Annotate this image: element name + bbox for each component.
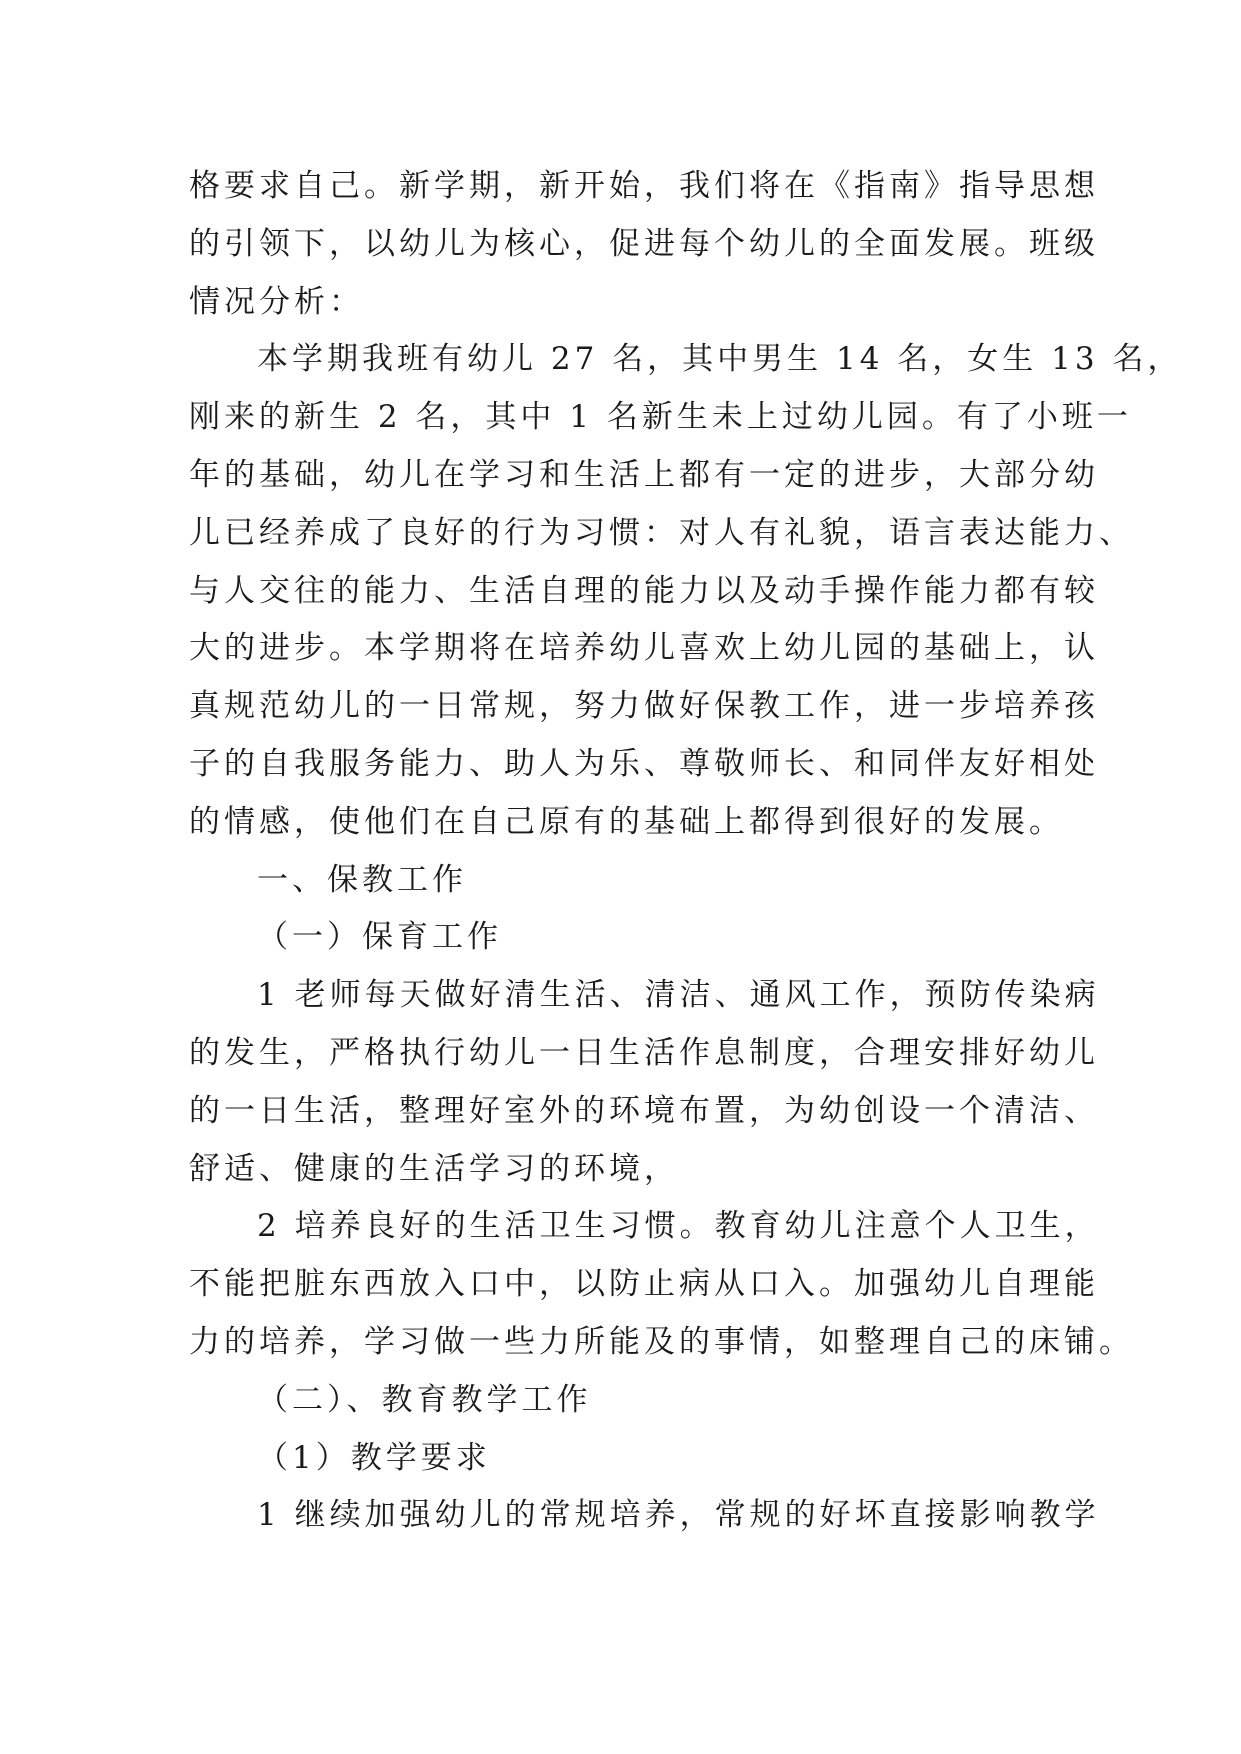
text-line: 刚来的新生 2 名，其中 1 名新生未上过幼儿园。有了小班一: [189, 399, 1132, 436]
text-line: 子的自我服务能力、助人为乐、尊敬师长、和同伴友好相处: [189, 745, 1099, 782]
text-line: 与人交往的能力、生活自理的能力以及动手操作能力都有较: [189, 572, 1099, 609]
paragraph-first-line: 1 老师每天做好清生活、清洁、通风工作，预防传染病: [257, 977, 1100, 1014]
text-line: 情况分析：: [189, 283, 364, 320]
paragraph-first-line: 2 培养良好的生活卫生习惯。教育幼儿注意个人卫生，: [257, 1208, 1100, 1245]
paragraph-first-line: 1 继续加强幼儿的常规培养，常规的好坏直接影响教学: [257, 1497, 1100, 1534]
subsection-heading: （二）、教育教学工作: [257, 1381, 592, 1418]
subsection-heading: （1）教学要求: [257, 1439, 491, 1476]
text-line: 的情感，使他们在自己原有的基础上都得到很好的发展。: [189, 803, 1064, 840]
document-body: [189, 158, 1183, 1545]
text-line: 儿已经养成了良好的行为习惯：对人有礼貌，语言表达能力、: [189, 514, 1134, 551]
subsection-heading: （一）保育工作: [257, 919, 502, 956]
text-line: 大的进步。本学期将在培养幼儿喜欢上幼儿园的基础上，认: [189, 630, 1099, 667]
text-line: 格要求自己。新学期，新开始，我们将在《指南》指导思想: [189, 168, 1099, 204]
text-line: 的一日生活，整理好室外的环境布置，为幼创设一个清洁、: [189, 1092, 1099, 1129]
text-line: 力的培养，学习做一些力所能及的事情，如整理自己的床铺。: [189, 1323, 1134, 1360]
paragraph-first-line: 本学期我班有幼儿 27 名，其中男生 14 名，女生 13 名，: [257, 341, 1183, 378]
text-line: 真规范幼儿的一日常规，努力做好保教工作，进一步培养孩: [189, 688, 1099, 725]
text-line: 的发生，严格执行幼儿一日生活作息制度，合理安排好幼儿: [189, 1034, 1099, 1071]
text-line: 不能把脏东西放入口中，以防止病从口入。加强幼儿自理能: [189, 1266, 1099, 1303]
section-heading: 一、保教工作: [257, 861, 467, 898]
text-line: 的引领下，以幼儿为核心，促进每个幼儿的全面发展。班级: [189, 225, 1099, 262]
text-line: 年的基础，幼儿在学习和生活上都有一定的进步，大部分幼: [189, 456, 1099, 493]
text-line: 舒适、健康的生活学习的环境，: [189, 1150, 679, 1187]
